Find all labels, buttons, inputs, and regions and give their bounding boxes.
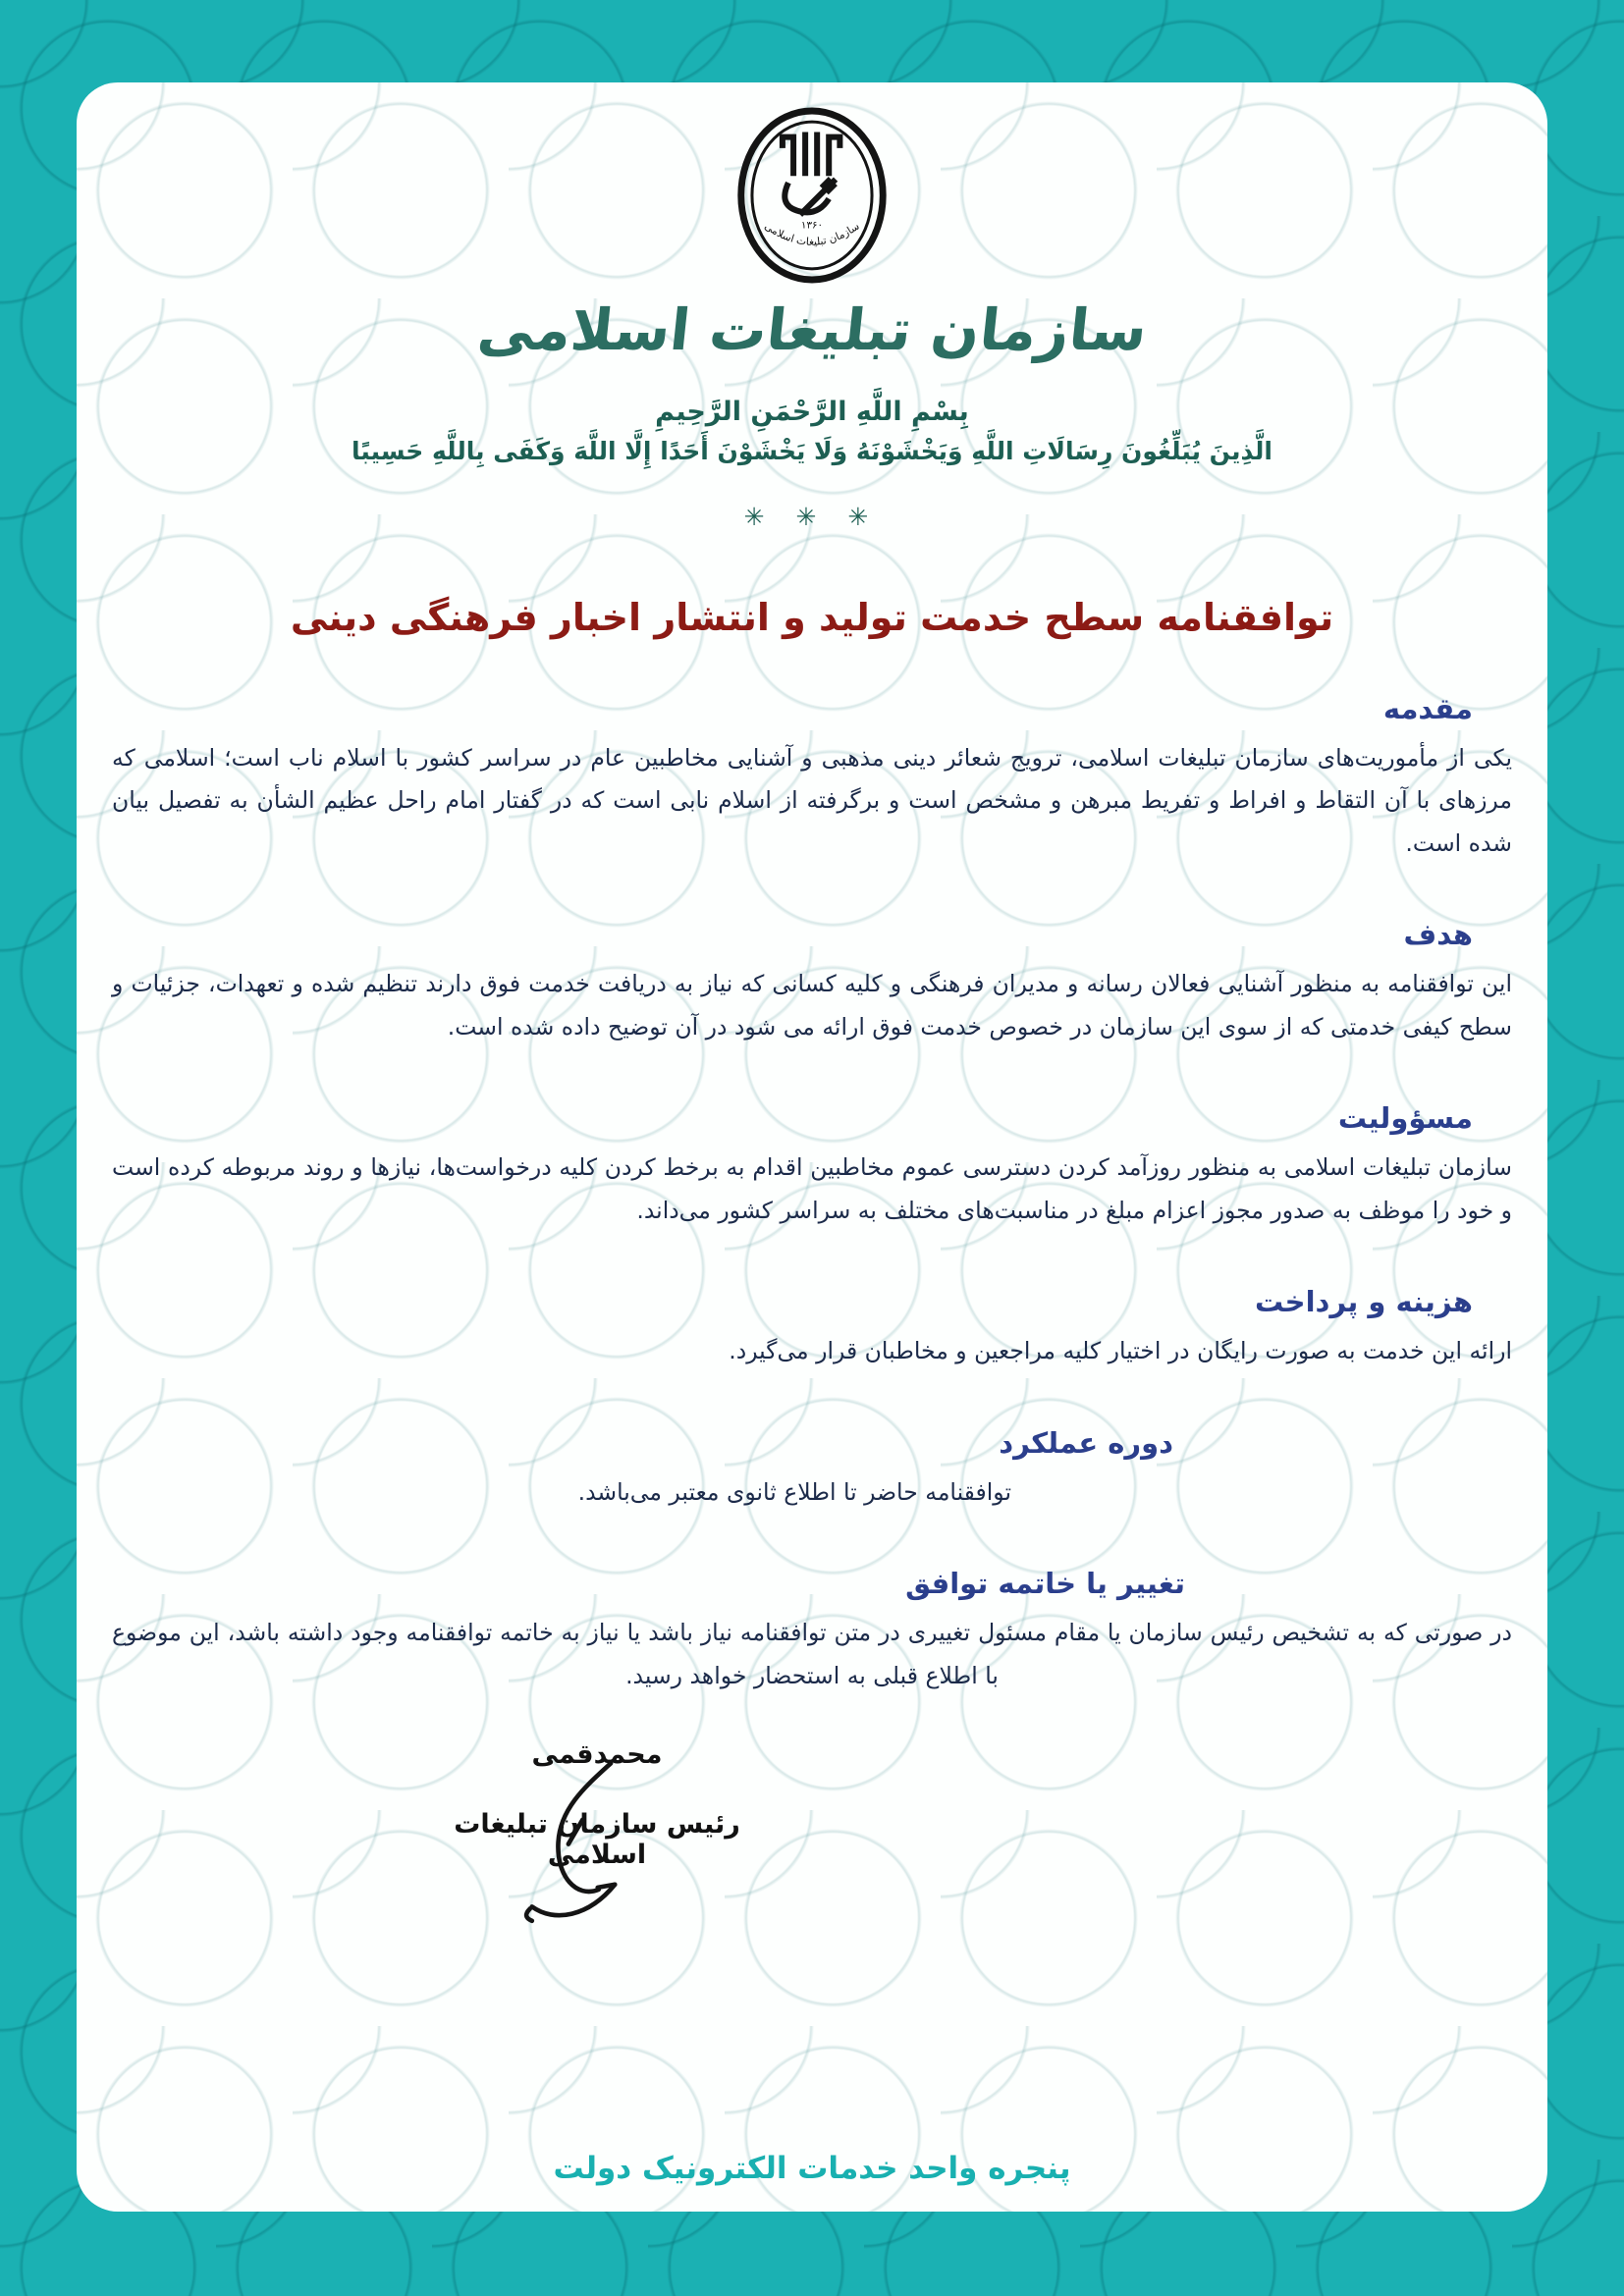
section-heading: هزینه و پرداخت (1254, 1285, 1473, 1319)
emblem-caption: سازمان تبلیغات اسلامی (762, 219, 862, 248)
section-body: این توافقنامه به منظور آشنایی فعالان رسانه و مدیران فرهنگی و کلیه کسانی که نیاز به دریافت خدمت فوق دارند تنظیم شده و تعهدات، جزئیات و سطح کیفی خدمتی که از سوی این سازمان در خصوص خدمت فوق ارائه می شود در آن توضیح داده شده است. (112, 970, 1512, 1041)
section-body: توافقنامه حاضر تا اطلاع ثانوی معتبر می‌باشد. (577, 1477, 1011, 1506)
kufic-allah-calligraphy (783, 133, 839, 215)
section-body: در صورتی که به تشخیص رئیس سازمان یا مقام مسئول تغییری در متن توافقنامه نیاز باشد یا نیاز به خاتمه توافقنامه وجود داشته باشد، این موضوع با اطلاع قبلی به استحضار خواهد رسید. (112, 1619, 1512, 1689)
section-heading: مسؤولیت (1337, 1101, 1473, 1136)
section-heading: تغییر یا خاتمه توافق (905, 1567, 1185, 1601)
sections-container (77, 692, 1547, 1697)
section-heading: هدف (1403, 918, 1473, 952)
section-cost-payment (112, 1285, 1512, 1372)
ornament-asterisks: ✳ ✳ ✳ (743, 503, 881, 531)
section-body: سازمان تبلیغات اسلامی به منظور روزآمد کردن دسترسی عموم مخاطبین اقدام به برخط کردن کلیه درخواست‌ها، نیازها و روند مربوطه کرده است و خود را موظف به صدور مجوز اعزام مبلغ در مناسبت‌های مختلف به سراسر کشور می‌داند. (112, 1153, 1512, 1224)
section-heading: مقدمه (1382, 692, 1473, 725)
section-body: یکی از مأموریت‌های سازمان تبلیغات اسلامی، ترویج شعائر دینی مذهبی و آشنایی مخاطبین عام در سراسر کشور با اسلام ناب است؛ اسلامی که مرزهای با آن التقاط و افراط و تفریط مبرهن و مشخص است و برگرفته از اسلام نابی است که در گفتار امام راحل عظیم الشأن به تفصیل بیان شده است. (112, 744, 1512, 857)
footer-text: پنجره واحد خدمات الکترونیک دولت (553, 2151, 1071, 2186)
signature-role: رئیس سازمان تبلیغات اسلامی (454, 1809, 740, 1870)
bismillah-text: بِسْمِ اللَّهِ الرَّحْمَنِ الرَّحِيمِ (655, 397, 969, 427)
quran-verse-text: الَّذِينَ يُبَلِّغُونَ رِسَالَاتِ اللَّهِ وَيَخْشَوْنَهُ وَلَا يَخْشَوْنَ أَحَدًا إِلَّا اللَّهَ وَكَفَى بِاللَّهِ حَسِيبًا (352, 437, 1272, 465)
emblem-year: ۱۳۶۰ (800, 219, 824, 232)
section-change-termination (112, 1567, 1512, 1697)
letter-page (77, 82, 1547, 2212)
section-body: ارائه این خدمت به صورت رایگان در اختیار کلیه مراجعین و مخاطبان قرار می‌گیرد. (729, 1337, 1512, 1365)
signature-name: محمدقمی (531, 1739, 663, 1770)
document-title: توافقنامه سطح خدمت تولید و انتشار اخبار فرهنگی دینی (290, 596, 1334, 639)
org-name-calligraphy: سازمان تبلیغات اسلامی (473, 296, 1151, 363)
section-responsibility (112, 1101, 1512, 1232)
signature-block (401, 1739, 793, 1870)
section-heading: دوره عملکرد (999, 1425, 1173, 1460)
org-emblem-icon (728, 98, 896, 293)
section-goal (112, 918, 1512, 1048)
section-introduction (112, 692, 1512, 865)
letter-header (77, 82, 1547, 639)
section-validity-period (112, 1426, 1512, 1514)
